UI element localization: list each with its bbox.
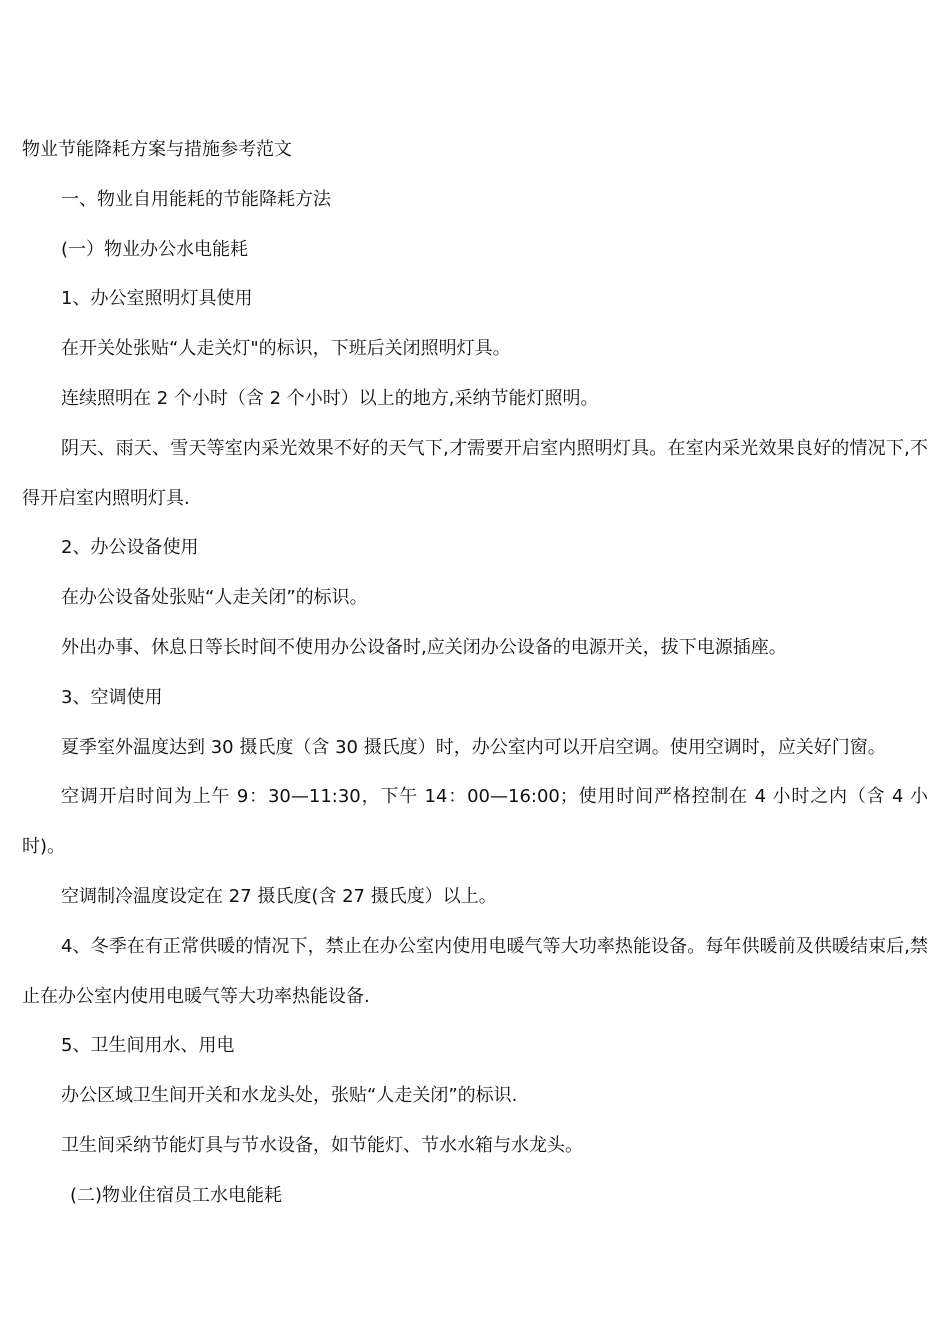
paragraph: 夏季室外温度达到 30 摄氏度（含 30 摄氏度）时，办公室内可以开启空调。使用空调时，应关好门窗。: [61, 736, 886, 758]
paragraph: 阴天、雨天、雪天等室内采光效果不好的天气下,才需要开启室内照明灯具。在室内采光效果良好的情况下,不得开启室内照明灯具.: [22, 437, 928, 509]
item-heading: 5、卫生间用水、用电: [61, 1035, 235, 1057]
document-body: [22, 125, 928, 1221]
item-heading: 1、办公室照明灯具使用: [61, 288, 253, 310]
paragraph: 连续照明在 2 个小时（含 2 个小时）以上的地方,采纳节能灯照明。: [61, 387, 599, 409]
section-heading: 一、物业自用能耗的节能降耗方法: [61, 188, 331, 210]
paragraph: 4、冬季在有正常供暖的情况下，禁止在办公室内使用电暖气等大功率热能设备。每年供暖前及供暖结束后,禁止在办公室内使用电暖气等大功率热能设备.: [22, 935, 928, 1007]
paragraph: 在办公设备处张贴“人走关闭”的标识。: [61, 587, 368, 609]
subsection-heading: (一）物业办公水电能耗: [61, 238, 249, 260]
subsection-heading: (二)物业住宿员工水电能耗: [70, 1184, 283, 1206]
paragraph: 卫生间采纳节能灯具与节水设备，如节能灯、节水水箱与水龙头。: [61, 1134, 583, 1156]
paragraph: 空调开启时间为上午 9：30—11:30，下午 14：00—16:00；使用时间严格控制在 4 小时之内（含 4 小时)。: [22, 786, 928, 858]
paragraph: 空调制冷温度设定在 27 摄氏度(含 27 摄氏度）以上。: [61, 885, 497, 907]
paragraph: 外出办事、休息日等长时间不使用办公设备时,应关闭办公设备的电源开关，拔下电源插座。: [61, 636, 787, 658]
paragraph: 办公区域卫生间开关和水龙头处，张贴“人走关闭”的标识.: [61, 1085, 518, 1107]
document-title: 物业节能降耗方案与措施参考范文: [22, 139, 292, 160]
item-heading: 2、办公设备使用: [61, 537, 199, 559]
paragraph: 在开关处张贴“人走关灯"的标识，下班后关闭照明灯具。: [61, 338, 511, 360]
item-heading: 3、空调使用: [61, 686, 163, 708]
